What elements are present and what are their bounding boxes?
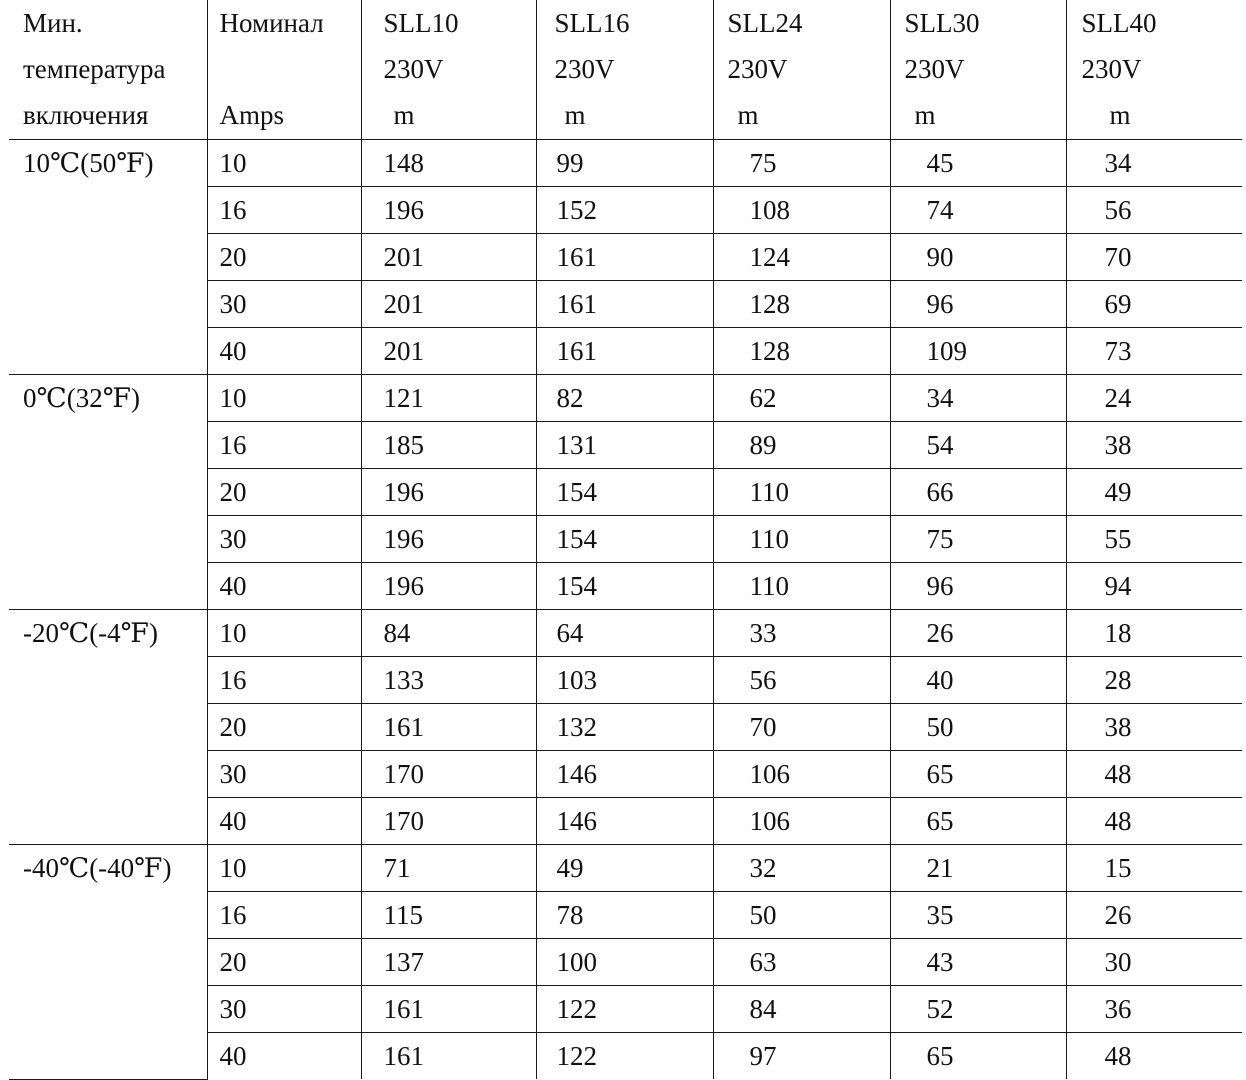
length-cell xyxy=(1066,986,1242,1033)
header-cable-unit: m xyxy=(914,100,936,130)
length-value: 75 xyxy=(926,524,954,554)
length-cell xyxy=(1066,845,1242,892)
length-value: 110 xyxy=(749,524,789,554)
length-cell xyxy=(536,516,713,563)
length-value: 73 xyxy=(1104,336,1132,366)
length-cell xyxy=(361,610,536,657)
length-value: 124 xyxy=(749,242,790,272)
length-cell xyxy=(361,422,536,469)
length-cell xyxy=(713,845,890,892)
length-cell xyxy=(536,140,713,187)
length-cell xyxy=(890,234,1066,281)
amps-cell: 16 xyxy=(207,422,361,469)
length-value: 63 xyxy=(749,947,777,977)
length-value: 106 xyxy=(749,759,790,789)
length-cell xyxy=(1066,187,1242,234)
length-value: 128 xyxy=(749,336,790,366)
length-cell xyxy=(713,610,890,657)
length-cell xyxy=(890,563,1066,610)
length-value: 82 xyxy=(556,383,584,413)
length-value: 97 xyxy=(749,1041,777,1071)
length-value: 146 xyxy=(556,806,597,836)
length-cell xyxy=(536,234,713,281)
table-row xyxy=(9,375,1242,422)
length-value: 108 xyxy=(749,195,790,225)
header-min-temp xyxy=(9,0,207,140)
header-cable-voltage: 230V xyxy=(1081,54,1142,84)
length-cell xyxy=(1066,140,1242,187)
length-value: 152 xyxy=(556,195,597,225)
header-min-temp-line-3: включения xyxy=(23,100,149,130)
length-cell xyxy=(361,798,536,845)
length-cell xyxy=(536,751,713,798)
length-value: 56 xyxy=(1104,195,1132,225)
length-value: 38 xyxy=(1104,430,1132,460)
length-value: 170 xyxy=(383,759,424,789)
amps-cell: 20 xyxy=(207,939,361,986)
length-cell xyxy=(536,1033,713,1080)
length-cell xyxy=(1066,469,1242,516)
length-cell xyxy=(713,187,890,234)
length-value: 94 xyxy=(1104,571,1132,601)
length-value: 161 xyxy=(383,712,424,742)
length-value: 24 xyxy=(1104,383,1132,413)
length-value: 30 xyxy=(1104,947,1132,977)
length-cell xyxy=(1066,422,1242,469)
length-cell xyxy=(713,704,890,751)
header-cable-unit: m xyxy=(564,100,586,130)
length-value: 201 xyxy=(383,242,424,272)
length-cell xyxy=(361,751,536,798)
length-cell xyxy=(1066,939,1242,986)
length-cell xyxy=(1066,281,1242,328)
amps-cell: 10 xyxy=(207,845,361,892)
length-value: 122 xyxy=(556,994,597,1024)
length-cell xyxy=(361,563,536,610)
length-cell xyxy=(890,751,1066,798)
header-nominal-line-3: Amps xyxy=(219,100,285,130)
header-cable-model: SLL10 xyxy=(383,8,459,38)
length-value: 65 xyxy=(926,1041,954,1071)
length-value: 196 xyxy=(383,571,424,601)
header-min-temp-line-2: температура xyxy=(23,54,166,84)
length-cell xyxy=(713,657,890,704)
length-value: 35 xyxy=(926,900,954,930)
length-cell xyxy=(1066,657,1242,704)
length-cell xyxy=(713,1033,890,1080)
length-value: 15 xyxy=(1104,853,1132,883)
length-cell xyxy=(361,187,536,234)
length-value: 54 xyxy=(926,430,954,460)
length-value: 133 xyxy=(383,665,424,695)
length-cell xyxy=(361,140,536,187)
length-cell xyxy=(1066,516,1242,563)
length-value: 121 xyxy=(383,383,424,413)
length-value: 100 xyxy=(556,947,597,977)
amps-cell: 30 xyxy=(207,281,361,328)
length-value: 161 xyxy=(383,1041,424,1071)
length-cell xyxy=(890,281,1066,328)
min-temp-cell: -40℃(-40℉) xyxy=(9,845,207,1080)
header-cable-model: SLL40 xyxy=(1081,8,1157,38)
length-cell xyxy=(1066,328,1242,375)
length-value: 38 xyxy=(1104,712,1132,742)
length-cell xyxy=(1066,751,1242,798)
header-cable-unit: m xyxy=(1109,100,1131,130)
length-value: 196 xyxy=(383,524,424,554)
table-row xyxy=(9,140,1242,187)
amps-cell: 40 xyxy=(207,1033,361,1080)
length-value: 71 xyxy=(383,853,411,883)
length-value: 196 xyxy=(383,195,424,225)
length-value: 132 xyxy=(556,712,597,742)
length-cell xyxy=(713,469,890,516)
length-cell xyxy=(536,187,713,234)
length-value: 40 xyxy=(926,665,954,695)
length-cell xyxy=(361,986,536,1033)
length-value: 26 xyxy=(926,618,954,648)
header-nominal xyxy=(207,0,361,140)
length-cell xyxy=(536,610,713,657)
min-temp-cell: 10℃(50℉) xyxy=(9,140,207,375)
header-min-temp-line-1: Мин. xyxy=(23,8,83,38)
header-cable-voltage: 230V xyxy=(383,54,444,84)
header-cable-model: SLL16 xyxy=(554,8,630,38)
length-value: 56 xyxy=(749,665,777,695)
header-cable-voltage: 230V xyxy=(904,54,965,84)
length-cell xyxy=(713,140,890,187)
length-value: 110 xyxy=(749,571,789,601)
length-cell xyxy=(890,892,1066,939)
length-value: 52 xyxy=(926,994,954,1024)
header-nominal-line-1: Номинал xyxy=(219,8,324,38)
amps-cell: 40 xyxy=(207,798,361,845)
length-cell xyxy=(890,657,1066,704)
length-value: 32 xyxy=(749,853,777,883)
header-cable-sll10 xyxy=(361,0,536,140)
length-value: 161 xyxy=(556,242,597,272)
amps-cell: 10 xyxy=(207,610,361,657)
length-cell xyxy=(890,1033,1066,1080)
length-value: 161 xyxy=(556,336,597,366)
length-cell xyxy=(536,892,713,939)
amps-cell: 20 xyxy=(207,234,361,281)
length-value: 110 xyxy=(749,477,789,507)
length-value: 96 xyxy=(926,289,954,319)
amps-cell: 16 xyxy=(207,187,361,234)
length-cell xyxy=(536,845,713,892)
length-cell xyxy=(1066,704,1242,751)
length-value: 99 xyxy=(556,148,584,178)
length-value: 33 xyxy=(749,618,777,648)
length-value: 48 xyxy=(1104,759,1132,789)
amps-cell: 30 xyxy=(207,516,361,563)
length-cell xyxy=(713,281,890,328)
length-cell xyxy=(1066,375,1242,422)
length-value: 201 xyxy=(383,289,424,319)
length-cell xyxy=(890,469,1066,516)
amps-cell: 30 xyxy=(207,751,361,798)
header-row xyxy=(9,0,1242,140)
length-cell xyxy=(890,140,1066,187)
length-cell xyxy=(1066,563,1242,610)
amps-cell: 40 xyxy=(207,328,361,375)
header-cable-sll16 xyxy=(536,0,713,140)
amps-cell: 10 xyxy=(207,140,361,187)
length-value: 49 xyxy=(556,853,584,883)
length-cell xyxy=(890,798,1066,845)
length-cell xyxy=(536,375,713,422)
length-cell xyxy=(713,563,890,610)
header-nominal-line-2 xyxy=(220,46,361,92)
length-cell xyxy=(1066,1033,1242,1080)
length-value: 103 xyxy=(556,665,597,695)
length-cell xyxy=(1066,610,1242,657)
length-value: 55 xyxy=(1104,524,1132,554)
length-value: 78 xyxy=(556,900,584,930)
header-cable-voltage: 230V xyxy=(554,54,615,84)
length-cell xyxy=(890,328,1066,375)
length-cell xyxy=(713,939,890,986)
length-value: 49 xyxy=(1104,477,1132,507)
length-value: 154 xyxy=(556,571,597,601)
length-value: 131 xyxy=(556,430,597,460)
length-value: 154 xyxy=(556,524,597,554)
length-cell xyxy=(890,704,1066,751)
header-cable-model: SLL24 xyxy=(727,8,803,38)
length-value: 26 xyxy=(1104,900,1132,930)
amps-cell: 20 xyxy=(207,704,361,751)
length-cell xyxy=(361,657,536,704)
length-cell xyxy=(890,516,1066,563)
length-cell xyxy=(713,422,890,469)
length-cell xyxy=(1066,798,1242,845)
length-cell xyxy=(890,939,1066,986)
length-cell xyxy=(713,234,890,281)
length-cell xyxy=(890,422,1066,469)
length-cell xyxy=(890,845,1066,892)
length-cell xyxy=(713,986,890,1033)
length-value: 161 xyxy=(556,289,597,319)
length-value: 84 xyxy=(383,618,411,648)
length-cell xyxy=(890,375,1066,422)
length-cell xyxy=(536,657,713,704)
length-cell xyxy=(1066,234,1242,281)
length-value: 154 xyxy=(556,477,597,507)
amps-cell: 40 xyxy=(207,563,361,610)
length-value: 74 xyxy=(926,195,954,225)
length-cell xyxy=(713,892,890,939)
length-value: 34 xyxy=(926,383,954,413)
length-value: 137 xyxy=(383,947,424,977)
length-value: 65 xyxy=(926,806,954,836)
length-value: 70 xyxy=(1104,242,1132,272)
length-cell xyxy=(713,751,890,798)
length-value: 148 xyxy=(383,148,424,178)
length-cell xyxy=(536,798,713,845)
min-temp-cell: -20℃(-4℉) xyxy=(9,610,207,845)
length-value: 43 xyxy=(926,947,954,977)
length-value: 18 xyxy=(1104,618,1132,648)
header-cable-sll30 xyxy=(890,0,1066,140)
header-cable-unit: m xyxy=(737,100,759,130)
amps-cell: 10 xyxy=(207,375,361,422)
header-cable-unit: m xyxy=(393,100,415,130)
length-value: 48 xyxy=(1104,1041,1132,1071)
length-cell xyxy=(536,328,713,375)
length-value: 106 xyxy=(749,806,790,836)
amps-cell: 30 xyxy=(207,986,361,1033)
table-row xyxy=(9,845,1242,892)
length-value: 122 xyxy=(556,1041,597,1071)
length-cell xyxy=(361,845,536,892)
length-cell xyxy=(361,469,536,516)
length-cell xyxy=(713,798,890,845)
length-cell xyxy=(890,986,1066,1033)
length-value: 50 xyxy=(749,900,777,930)
header-cable-sll24 xyxy=(713,0,890,140)
length-cell xyxy=(536,422,713,469)
header-cable-sll40 xyxy=(1066,0,1242,140)
length-value: 146 xyxy=(556,759,597,789)
length-value: 48 xyxy=(1104,806,1132,836)
length-value: 96 xyxy=(926,571,954,601)
length-cell xyxy=(536,281,713,328)
length-cell xyxy=(536,469,713,516)
min-temp-cell: 0℃(32℉) xyxy=(9,375,207,610)
length-cell xyxy=(713,516,890,563)
length-value: 201 xyxy=(383,336,424,366)
length-cell xyxy=(890,610,1066,657)
length-cell xyxy=(361,704,536,751)
length-value: 89 xyxy=(749,430,777,460)
length-cell xyxy=(361,939,536,986)
length-value: 70 xyxy=(749,712,777,742)
length-value: 21 xyxy=(926,853,954,883)
length-value: 185 xyxy=(383,430,424,460)
length-value: 64 xyxy=(556,618,584,648)
length-cell xyxy=(1066,892,1242,939)
length-cell xyxy=(361,328,536,375)
length-cell xyxy=(890,187,1066,234)
length-value: 28 xyxy=(1104,665,1132,695)
length-value: 161 xyxy=(383,994,424,1024)
length-cell xyxy=(361,892,536,939)
length-value: 170 xyxy=(383,806,424,836)
length-cell xyxy=(536,704,713,751)
length-value: 66 xyxy=(926,477,954,507)
length-value: 62 xyxy=(749,383,777,413)
length-cell xyxy=(536,986,713,1033)
length-cell xyxy=(361,234,536,281)
length-cell xyxy=(361,281,536,328)
length-cell xyxy=(361,1033,536,1080)
table-row xyxy=(9,610,1242,657)
header-cable-model: SLL30 xyxy=(904,8,980,38)
length-value: 50 xyxy=(926,712,954,742)
length-cell xyxy=(536,563,713,610)
length-value: 45 xyxy=(926,148,954,178)
length-cell xyxy=(361,375,536,422)
length-cell xyxy=(713,375,890,422)
length-value: 75 xyxy=(749,148,777,178)
header-cable-voltage: 230V xyxy=(727,54,788,84)
length-cell xyxy=(536,939,713,986)
amps-cell: 16 xyxy=(207,657,361,704)
length-cell xyxy=(361,516,536,563)
length-value: 196 xyxy=(383,477,424,507)
length-value: 128 xyxy=(749,289,790,319)
cable-length-table xyxy=(9,0,1242,1080)
length-value: 36 xyxy=(1104,994,1132,1024)
length-value: 115 xyxy=(383,900,423,930)
length-value: 90 xyxy=(926,242,954,272)
amps-cell: 16 xyxy=(207,892,361,939)
length-cell xyxy=(713,328,890,375)
amps-cell: 20 xyxy=(207,469,361,516)
length-value: 109 xyxy=(926,336,967,366)
length-value: 34 xyxy=(1104,148,1132,178)
length-value: 84 xyxy=(749,994,777,1024)
length-value: 69 xyxy=(1104,289,1132,319)
length-value: 65 xyxy=(926,759,954,789)
